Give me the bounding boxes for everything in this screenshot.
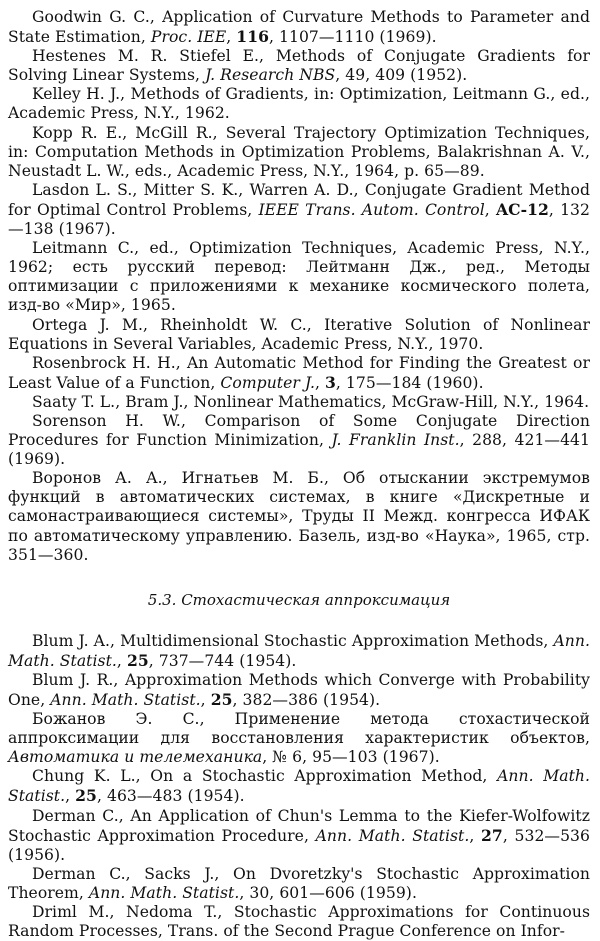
- reference-text: Ann. Math. Statist.: [50, 691, 201, 709]
- reference-text: , 532—536 (1956).: [8, 826, 590, 864]
- reference-text: J. Franklin Inst.: [331, 431, 460, 450]
- reference-text: AC-12: [495, 199, 549, 219]
- reference-text: , 132—138 (1967).: [8, 200, 590, 239]
- reference-entry: [8, 710, 590, 767]
- reference-text: Driml M., Nedoma T., Stochastic Approximations for Continuous Random Processes, Trans. of the Second Prague Conference on Infor-: [8, 903, 590, 941]
- reference-text: , 463—483 (1954).: [96, 787, 245, 806]
- reference-entry: [8, 47, 590, 85]
- reference-text: Ann. Math. Statist.: [315, 826, 470, 845]
- reference-entry: [8, 316, 590, 354]
- reference-text: , 30, 601—606 (1959).: [239, 883, 417, 902]
- reference-entry: [8, 124, 590, 181]
- reference-text: Kopp R. E., McGill R., Several Trajectory Optimization Techniques, in: Computation Methods in Optimization Problems, Balakrishnan A. V., Neustadt L. W., eds., Academic Press, N.Y., 1964, p. 65—89.: [8, 123, 590, 180]
- reference-text: IEEE Trans. Autom. Control: [258, 200, 485, 219]
- bibliography-section-2: [8, 632, 590, 941]
- reference-text: , 49, 409 (1952).: [335, 66, 468, 85]
- reference-text: Blum J. A., Multidimensional Stochastic Approximation Methods,: [32, 631, 554, 650]
- reference-text: Derman C., An Application of Chun's Lemma to the Kiefer-Wolfowitz Stochastic Approximation Procedure,: [8, 806, 590, 845]
- reference-text: Computer J.: [220, 373, 315, 392]
- reference-text: J. Research NBS: [205, 66, 336, 85]
- reference-text: 25: [126, 650, 149, 670]
- reference-text: ,: [200, 691, 211, 709]
- reference-text: Rosenbrock H. H., An Automatic Method for Finding the Greatest or Least Value of a Function,: [8, 353, 590, 392]
- reference-entry: [8, 807, 590, 865]
- reference-entry: [8, 8, 590, 47]
- reference-text: , 382—386 (1954).: [232, 691, 381, 709]
- reference-text: , 175—184 (1960).: [335, 373, 484, 392]
- section-heading: 5.3. Стохастическая аппроксимация: [147, 590, 451, 609]
- reference-text: 116: [236, 27, 269, 47]
- reference-text: ,: [65, 787, 76, 806]
- reference-text: 25: [75, 786, 97, 806]
- reference-text: ,: [484, 200, 496, 219]
- reference-text: 27: [481, 825, 503, 845]
- reference-entry: [8, 393, 590, 412]
- reference-text: , 737—744 (1954).: [148, 651, 297, 670]
- reference-entry: [8, 469, 590, 564]
- reference-entry: [8, 85, 590, 123]
- reference-entry: [8, 412, 590, 469]
- reference-entry: [8, 767, 590, 806]
- reference-text: Ann. Math. Statist.: [88, 883, 240, 902]
- reference-text: Ann. Math. Statist.: [8, 631, 590, 670]
- reference-text: Goodwin G. C., Application of Curvature Methods to Parameter and State Estimation,: [8, 8, 590, 47]
- reference-text: Lasdon L. S., Mitter S. K., Warren A. D., Conjugate Gradient Method for Optimal Control Problems,: [8, 180, 590, 219]
- bibliography-section-1: [8, 8, 590, 565]
- reference-text: Бoжанов Э. С., Применение метода стохастической аппроксимации для восстановления характеристик объектов,: [8, 710, 590, 748]
- reference-text: ,: [315, 373, 326, 392]
- reference-entry: [8, 903, 590, 941]
- reference-text: 3: [325, 372, 336, 392]
- reference-entry: [8, 865, 590, 903]
- reference-text: Воронов А. А., Игнатьев М. Б., Об отыскании экстремумов функций в автоматических системах, в книге «Дискретные и самонастраивающиеся системы», Труды II Межд. конгресса ИФАК по автоматическому управлению. Базель, изд-во «Наука», 1965, стр. 351—360.: [8, 469, 590, 564]
- reference-text: Chung K. L., On a Stochastic Approximation Method,: [32, 767, 498, 786]
- reference-text: , № 6, 95—103 (1967).: [262, 748, 440, 767]
- reference-text: 25: [210, 690, 233, 709]
- reference-text: Автоматика и телемеханика: [8, 748, 263, 767]
- reference-text: Sorenson H. W., Comparison of Some Conjugate Direction Procedures for Function Minimization,: [8, 411, 590, 450]
- reference-text: Derman C., Sacks J., On Dvoretzky's Stochastic Approximation Theorem,: [8, 864, 590, 902]
- reference-text: Leitmann C., ed., Optimization Techniques, Academic Press, N.Y., 1962; есть русский перевод: Лейтманн Дж., ред., Методы оптимизации с приложениями к механике космического полета, изд-во «Мир», 1965.: [8, 239, 590, 315]
- reference-text: Ortega J. M., Rheinholdt W. C., Iterative Solution of Nonlinear Equations in Several Variables, Academic Press, N.Y., 1970.: [8, 315, 590, 353]
- reference-entry: [8, 239, 590, 315]
- reference-text: ,: [469, 826, 482, 845]
- reference-text: Saaty T. L., Bram J., Nonlinear Mathematics, McGraw-Hill, N.Y., 1964.: [32, 392, 590, 411]
- reference-text: Proc. IEE: [150, 28, 227, 47]
- reference-entry: [8, 671, 590, 710]
- reference-entry: [8, 632, 590, 671]
- reference-text: Ann. Math. Statist.: [8, 767, 590, 806]
- reference-text: , 1107—1110 (1969).: [269, 28, 437, 47]
- reference-text: Blum J. R., Approximation Methods which Converge with Probability One,: [8, 670, 590, 709]
- reference-text: Hestenes M. R. Stiefel E., Methods of Conjugate Gradients for Solving Linear Systems,: [8, 47, 590, 85]
- reference-entry: [8, 181, 590, 239]
- reference-text: ,: [226, 28, 237, 47]
- reference-text: Kelley H. J., Methods of Gradients, in: Optimization, Leitmann G., ed., Academic Press, N.Y., 1962.: [8, 85, 590, 123]
- reference-text: ,: [116, 651, 127, 670]
- reference-text: , 288, 421—441 (1969).: [8, 431, 590, 469]
- reference-entry: [8, 354, 590, 393]
